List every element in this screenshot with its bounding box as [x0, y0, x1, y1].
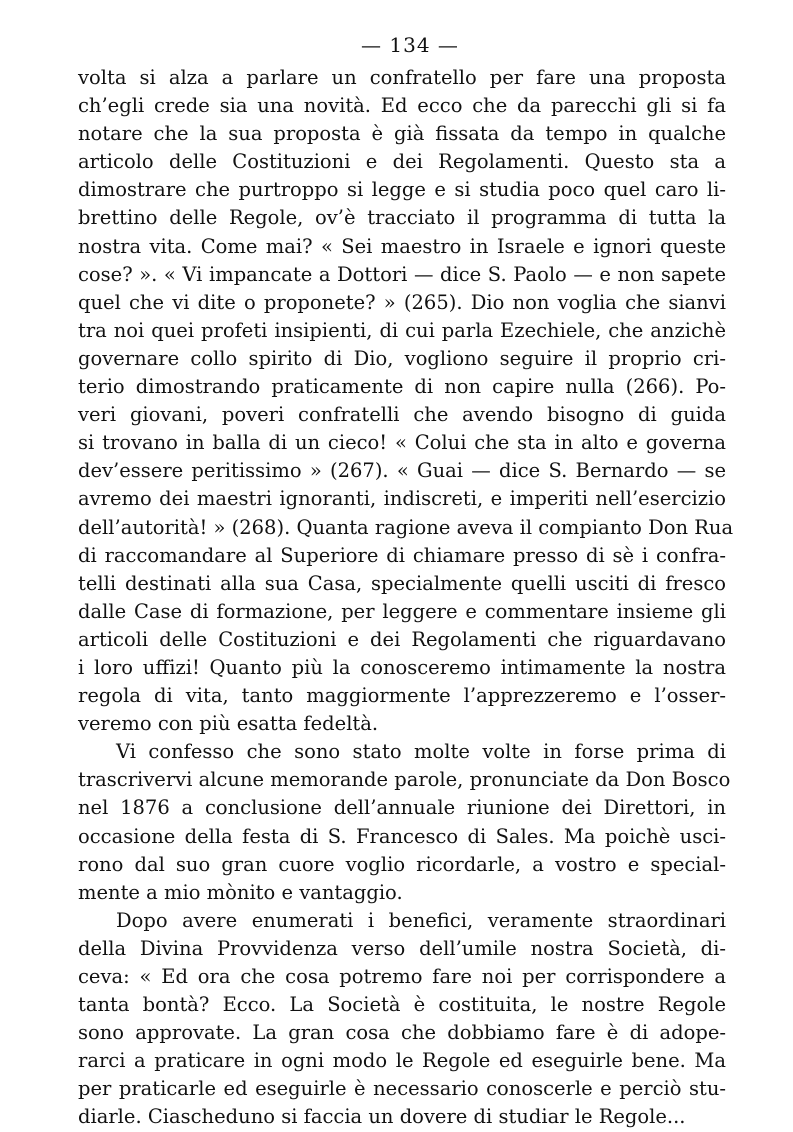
paragraph-1	[78, 64, 734, 738]
text-line: articolo delle Costituzioni e dei Regolamenti. Questo sta a	[78, 150, 726, 174]
text-line: dell’autorità! » (268). Quanta ragione aveva il compianto Don Rua	[78, 515, 734, 539]
text-line: ch’egli crede sia una novità. Ed ecco che da parecchi gli si fa	[78, 94, 726, 118]
text-line: tra noi quei profeti insipienti, di cui parla Ezechiele, che anzichè	[78, 318, 726, 342]
text-line: ceva: « Ed ora che cosa potremo fare noi per corrispondere a	[78, 965, 726, 988]
text-line: occasione della festa di S. Francesco di Sales. Ma poichè usci-	[78, 824, 726, 848]
text-line: notare che la sua proposta è già fissata da tempo in qualche	[78, 122, 726, 146]
text-line: Dopo avere enumerati i benefici, veramente straordinari	[116, 908, 726, 932]
text-line: di raccomandare al Superiore di chiamare presso di sè i confra-	[78, 543, 726, 567]
text-line: dev’essere peritissimo » (267). « Guai — dice S. Bernardo — se	[78, 459, 726, 483]
text-line: nostra vita. Come mai? « Sei maestro in Israele e ignori queste	[78, 234, 726, 258]
text-line: sono approvate. La gran cosa che dobbiamo fare è di adope-	[78, 1021, 726, 1045]
paragraph-2	[78, 738, 731, 907]
text-line: volta si alza a parlare un confratello per fare una proposta	[78, 66, 726, 89]
text-line: cose? ». « Vi impancate a Dottori — dice S. Paolo — e non sapete	[78, 262, 726, 286]
text-line: nel 1876 a conclusione dell’annuale riunione dei Direttori, in	[78, 796, 726, 820]
text-line: della Divina Provvidenza verso dell’umile nostra Società, di-	[78, 936, 726, 960]
text-line: veri giovani, poveri confratelli che avendo bisogno di guida	[78, 403, 726, 427]
text-line: regola di vita, tanto maggiormente l’apprezzeremo e l’osser-	[78, 684, 726, 708]
text-line: mente a mio mònito e vantaggio.	[78, 880, 403, 904]
page-number: — 134 —	[361, 33, 459, 57]
text-line: tanta bontà? Ecco. La Società è costituita, le nostre Regole	[78, 993, 726, 1017]
text-line: si trovano in balla di un cieco! « Colui che sta in alto e governa	[78, 431, 726, 455]
text-line: articoli delle Costituzioni e dei Regolamenti che riguardavano	[78, 627, 726, 651]
text-line: telli destinati alla sua Casa, specialmente quelli usciti di fresco	[78, 571, 726, 595]
text-line: rarci a praticare in ogni modo le Regole ed eseguirle bene. Ma	[78, 1049, 726, 1073]
text-line: avremo dei maestri ignoranti, indiscreti, e imperiti nell’esercizio	[78, 487, 726, 511]
text-line: dalle Case di formazione, per leggere e commentare insieme gli	[78, 599, 726, 623]
text-line: trascrivervi alcune memorande parole, pronunciate da Don Bosco	[78, 768, 731, 792]
text-line: per praticarle ed eseguirle è necessario conoscerle e perciò stu-	[78, 1077, 726, 1101]
text-line: veremo con più esatta fedeltà.	[78, 712, 379, 736]
text-line: dimostrare che purtroppo si legge e si studia poco quel caro li-	[78, 178, 726, 202]
text-line: rono dal suo gran cuore voglio ricordarle, a vostro e special-	[78, 852, 726, 876]
text-line: i loro uffizi! Quanto più la conosceremo intimamente la nostra	[78, 655, 726, 679]
text-line: diarle. Ciascheduno si faccia un dovere di studiar le Regole...	[78, 1105, 686, 1129]
document-page	[78, 28, 734, 1132]
text-line: Vi confesso che sono stato molte volte in forse prima di	[116, 740, 726, 764]
text-line: brettino delle Regole, ov’è tracciato il programma di tutta la	[78, 206, 726, 230]
text-line: terio dimostrando praticamente di non capire nulla (266). Po-	[78, 375, 726, 399]
paragraph-3	[78, 907, 726, 1132]
text-line: governare collo spirito di Dio, vogliono seguire il proprio cri-	[78, 346, 726, 370]
text-line: quel che vi dite o proponete? » (265). Dio non voglia che sianvi	[78, 290, 726, 314]
